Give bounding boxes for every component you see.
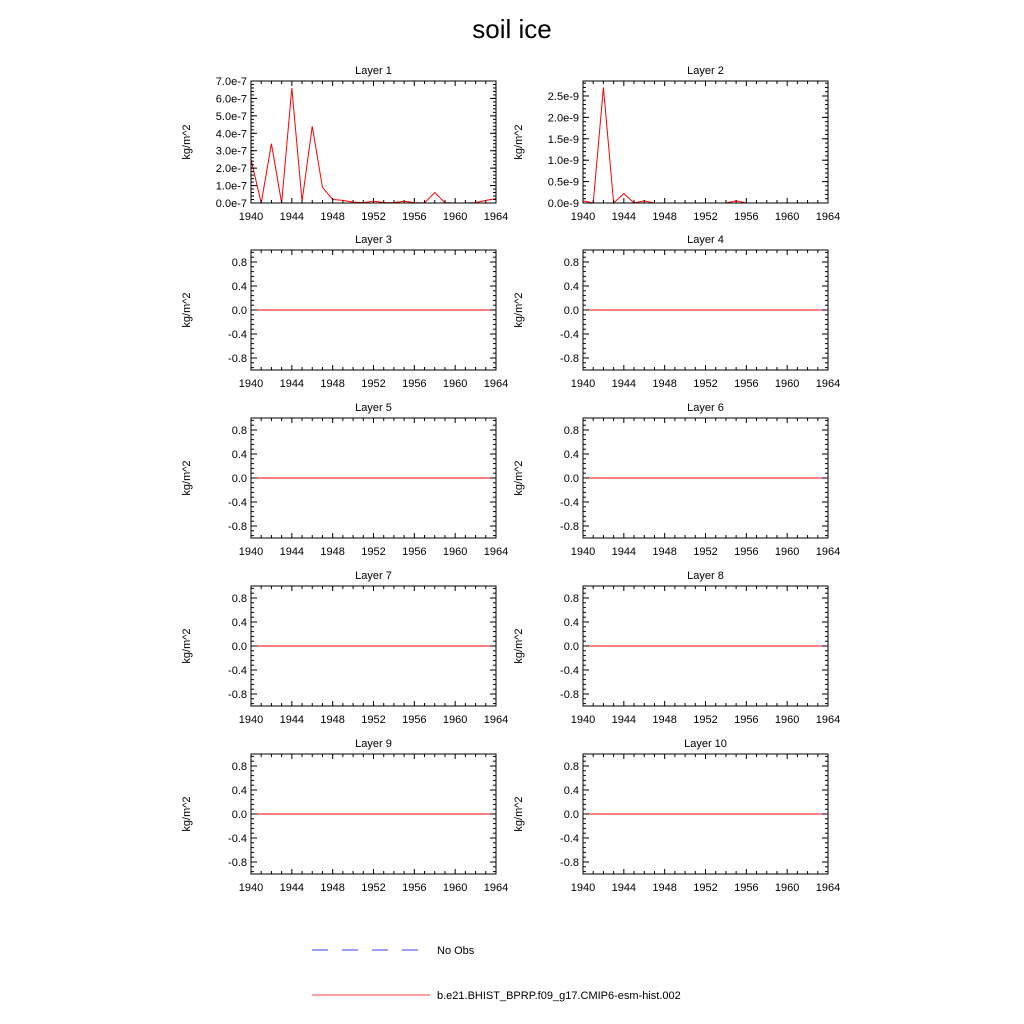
y-tick-label: 0.4 (231, 617, 247, 629)
x-tick-label: 1944 (611, 211, 637, 223)
y-axis-label: kg/m^2 (513, 628, 525, 664)
y-tick-label: 7.0e-7 (215, 76, 247, 88)
x-tick-label: 1960 (442, 714, 468, 726)
y-tick-label: -0.4 (560, 665, 579, 677)
panel-6 (513, 402, 840, 558)
x-tick-label: 1960 (442, 211, 468, 223)
x-tick-label: 1940 (570, 546, 596, 558)
y-tick-label: 5.0e-7 (215, 110, 247, 123)
y-tick-label: 0.0 (563, 809, 579, 821)
y-axis-label: kg/m^2 (181, 460, 193, 496)
panel-10 (513, 738, 840, 894)
x-tick-label: 1948 (320, 546, 345, 558)
series-line (583, 87, 828, 203)
panel-8 (513, 570, 840, 726)
x-tick-label: 1944 (611, 882, 637, 894)
x-tick-label: 1940 (238, 882, 264, 894)
x-tick-label: 1940 (238, 714, 264, 726)
x-tick-label: 1964 (483, 378, 509, 390)
y-tick-label: -0.4 (560, 497, 579, 509)
y-tick-label: 0.0 (563, 305, 579, 317)
panel-5 (181, 402, 508, 558)
y-tick-label: 0.0 (231, 305, 247, 317)
y-tick-label: 1.0e-7 (215, 180, 247, 193)
y-tick-label: -0.8 (228, 521, 247, 533)
y-tick-label: 0.0 (231, 809, 247, 821)
x-tick-label: 1964 (815, 211, 841, 223)
x-tick-label: 1964 (815, 546, 841, 558)
y-tick-label: 2.0e-9 (547, 112, 579, 125)
x-tick-label: 1952 (693, 546, 718, 558)
x-tick-label: 1952 (361, 211, 386, 223)
x-tick-label: 1960 (774, 714, 800, 726)
panel-title: Layer 1 (355, 65, 392, 77)
y-tick-label: 2.5e-9 (547, 90, 579, 103)
x-tick-label: 1940 (238, 211, 264, 223)
y-tick-label: 0.5e-9 (547, 176, 579, 189)
y-tick-label: 0.8 (231, 593, 247, 605)
legend-label-1: No Obs (437, 945, 475, 957)
y-tick-label: -0.4 (228, 833, 247, 845)
y-axis-label: kg/m^2 (513, 292, 525, 328)
y-tick-label: 0.4 (563, 785, 579, 797)
x-tick-label: 1956 (734, 546, 759, 558)
y-tick-label: 0.0e-7 (215, 198, 247, 210)
panel-3 (181, 234, 508, 390)
plot-frame (583, 81, 828, 203)
x-tick-label: 1960 (442, 882, 468, 894)
x-tick-label: 1956 (734, 882, 759, 894)
y-tick-label: 0.0 (231, 473, 247, 485)
y-axis-label: kg/m^2 (513, 460, 525, 496)
panel-title: Layer 8 (687, 570, 724, 582)
y-tick-label: -0.8 (560, 521, 579, 533)
x-tick-label: 1948 (320, 882, 345, 894)
x-tick-label: 1964 (815, 714, 841, 726)
x-tick-label: 1948 (320, 211, 345, 223)
x-tick-label: 1940 (570, 714, 596, 726)
y-tick-label: 1.5e-9 (547, 133, 579, 146)
y-axis-label: kg/m^2 (513, 796, 525, 832)
y-tick-label: -0.8 (228, 353, 247, 365)
x-tick-label: 1948 (320, 714, 345, 726)
y-tick-label: -0.8 (228, 857, 247, 869)
y-tick-label: 0.4 (231, 281, 247, 293)
y-axis-label: kg/m^2 (181, 628, 193, 664)
x-tick-label: 1964 (483, 714, 509, 726)
x-tick-label: 1956 (402, 882, 427, 894)
x-tick-label: 1964 (483, 546, 509, 558)
panel-title: Layer 4 (687, 234, 724, 246)
panel-7 (181, 570, 508, 726)
x-tick-label: 1956 (734, 714, 759, 726)
y-tick-label: 0.4 (563, 281, 579, 293)
x-tick-label: 1948 (652, 546, 677, 558)
y-tick-label: 1.0e-9 (547, 155, 579, 168)
x-tick-label: 1952 (693, 714, 718, 726)
x-tick-label: 1956 (734, 211, 759, 223)
y-tick-label: 0.4 (563, 449, 579, 461)
y-tick-label: -0.4 (228, 329, 247, 341)
y-axis-label: kg/m^2 (181, 292, 193, 328)
panel-title: Layer 5 (355, 402, 392, 414)
panel-9 (181, 738, 508, 894)
y-tick-label: -0.8 (228, 689, 247, 701)
panel-title: Layer 3 (355, 234, 392, 246)
x-tick-label: 1952 (693, 882, 718, 894)
y-tick-label: 0.0 (563, 473, 579, 485)
x-tick-label: 1964 (815, 882, 841, 894)
y-tick-label: 0.8 (563, 425, 579, 437)
y-tick-label: 0.0 (231, 641, 247, 653)
y-tick-label: 6.0e-7 (215, 93, 247, 106)
y-tick-label: 0.8 (231, 425, 247, 437)
x-tick-label: 1960 (774, 882, 800, 894)
y-tick-label: 0.4 (563, 617, 579, 629)
legend (312, 945, 681, 1002)
x-tick-label: 1948 (652, 882, 677, 894)
x-tick-label: 1960 (774, 211, 800, 223)
y-tick-label: 3.0e-7 (215, 145, 247, 158)
y-tick-label: -0.4 (560, 833, 579, 845)
panel-4 (513, 234, 840, 390)
y-tick-label: 0.8 (563, 593, 579, 605)
x-tick-label: 1960 (774, 378, 800, 390)
x-tick-label: 1956 (402, 714, 427, 726)
x-tick-label: 1952 (361, 378, 386, 390)
plot-frame (251, 81, 496, 203)
x-tick-label: 1944 (279, 882, 305, 894)
y-tick-label: -0.4 (560, 329, 579, 341)
panel-2 (513, 65, 840, 223)
y-tick-label: 0.0 (563, 641, 579, 653)
x-tick-label: 1952 (693, 378, 718, 390)
y-tick-label: 4.0e-7 (215, 128, 247, 141)
x-tick-label: 1956 (734, 378, 759, 390)
y-axis-label: kg/m^2 (181, 124, 193, 160)
x-tick-label: 1952 (361, 882, 386, 894)
x-tick-label: 1952 (361, 546, 386, 558)
y-tick-label: 2.0e-7 (215, 163, 247, 176)
y-tick-label: 0.0e-9 (547, 198, 579, 210)
x-tick-label: 1948 (652, 714, 677, 726)
x-tick-label: 1956 (402, 211, 427, 223)
panel-title: Layer 6 (687, 402, 724, 414)
panel-title: Layer 7 (355, 570, 392, 582)
y-tick-label: -0.4 (228, 497, 247, 509)
x-tick-label: 1948 (320, 378, 345, 390)
y-tick-label: -0.8 (560, 689, 579, 701)
x-tick-label: 1940 (570, 378, 596, 390)
x-tick-label: 1960 (442, 378, 468, 390)
y-tick-label: 0.4 (231, 449, 247, 461)
x-tick-label: 1952 (693, 211, 718, 223)
y-tick-label: 0.8 (231, 761, 247, 773)
x-tick-label: 1944 (611, 378, 637, 390)
x-tick-label: 1948 (652, 211, 677, 223)
x-tick-label: 1960 (774, 546, 800, 558)
x-tick-label: 1960 (442, 546, 468, 558)
y-axis-label: kg/m^2 (513, 124, 525, 160)
panel-title: Layer 10 (684, 738, 727, 750)
x-tick-label: 1964 (815, 378, 841, 390)
x-tick-label: 1944 (279, 714, 305, 726)
series-line (251, 88, 496, 203)
panel-title: Layer 9 (355, 738, 392, 750)
figure-title: soil ice (472, 14, 552, 44)
y-tick-label: 0.4 (231, 785, 247, 797)
y-axis-label: kg/m^2 (181, 796, 193, 832)
x-tick-label: 1956 (402, 546, 427, 558)
x-tick-label: 1964 (483, 882, 509, 894)
y-tick-label: -0.8 (560, 857, 579, 869)
panel-1 (181, 65, 508, 223)
x-tick-label: 1944 (279, 378, 305, 390)
x-tick-label: 1948 (652, 378, 677, 390)
y-tick-label: 0.8 (231, 257, 247, 269)
x-tick-label: 1940 (570, 882, 596, 894)
x-tick-label: 1944 (279, 546, 305, 558)
y-tick-label: -0.4 (228, 665, 247, 677)
x-tick-label: 1940 (570, 211, 596, 223)
x-tick-label: 1940 (238, 378, 264, 390)
x-tick-label: 1944 (279, 211, 305, 223)
y-tick-label: 0.8 (563, 257, 579, 269)
legend-label-2: b.e21.BHIST_BPRP.f09_g17.CMIP6-esm-hist.002 (437, 990, 681, 1002)
x-tick-label: 1944 (611, 714, 637, 726)
x-tick-label: 1940 (238, 546, 264, 558)
x-tick-label: 1952 (361, 714, 386, 726)
panel-title: Layer 2 (687, 65, 724, 77)
y-tick-label: 0.8 (563, 761, 579, 773)
x-tick-label: 1944 (611, 546, 637, 558)
x-tick-label: 1956 (402, 378, 427, 390)
x-tick-label: 1964 (483, 211, 509, 223)
y-tick-label: -0.8 (560, 353, 579, 365)
